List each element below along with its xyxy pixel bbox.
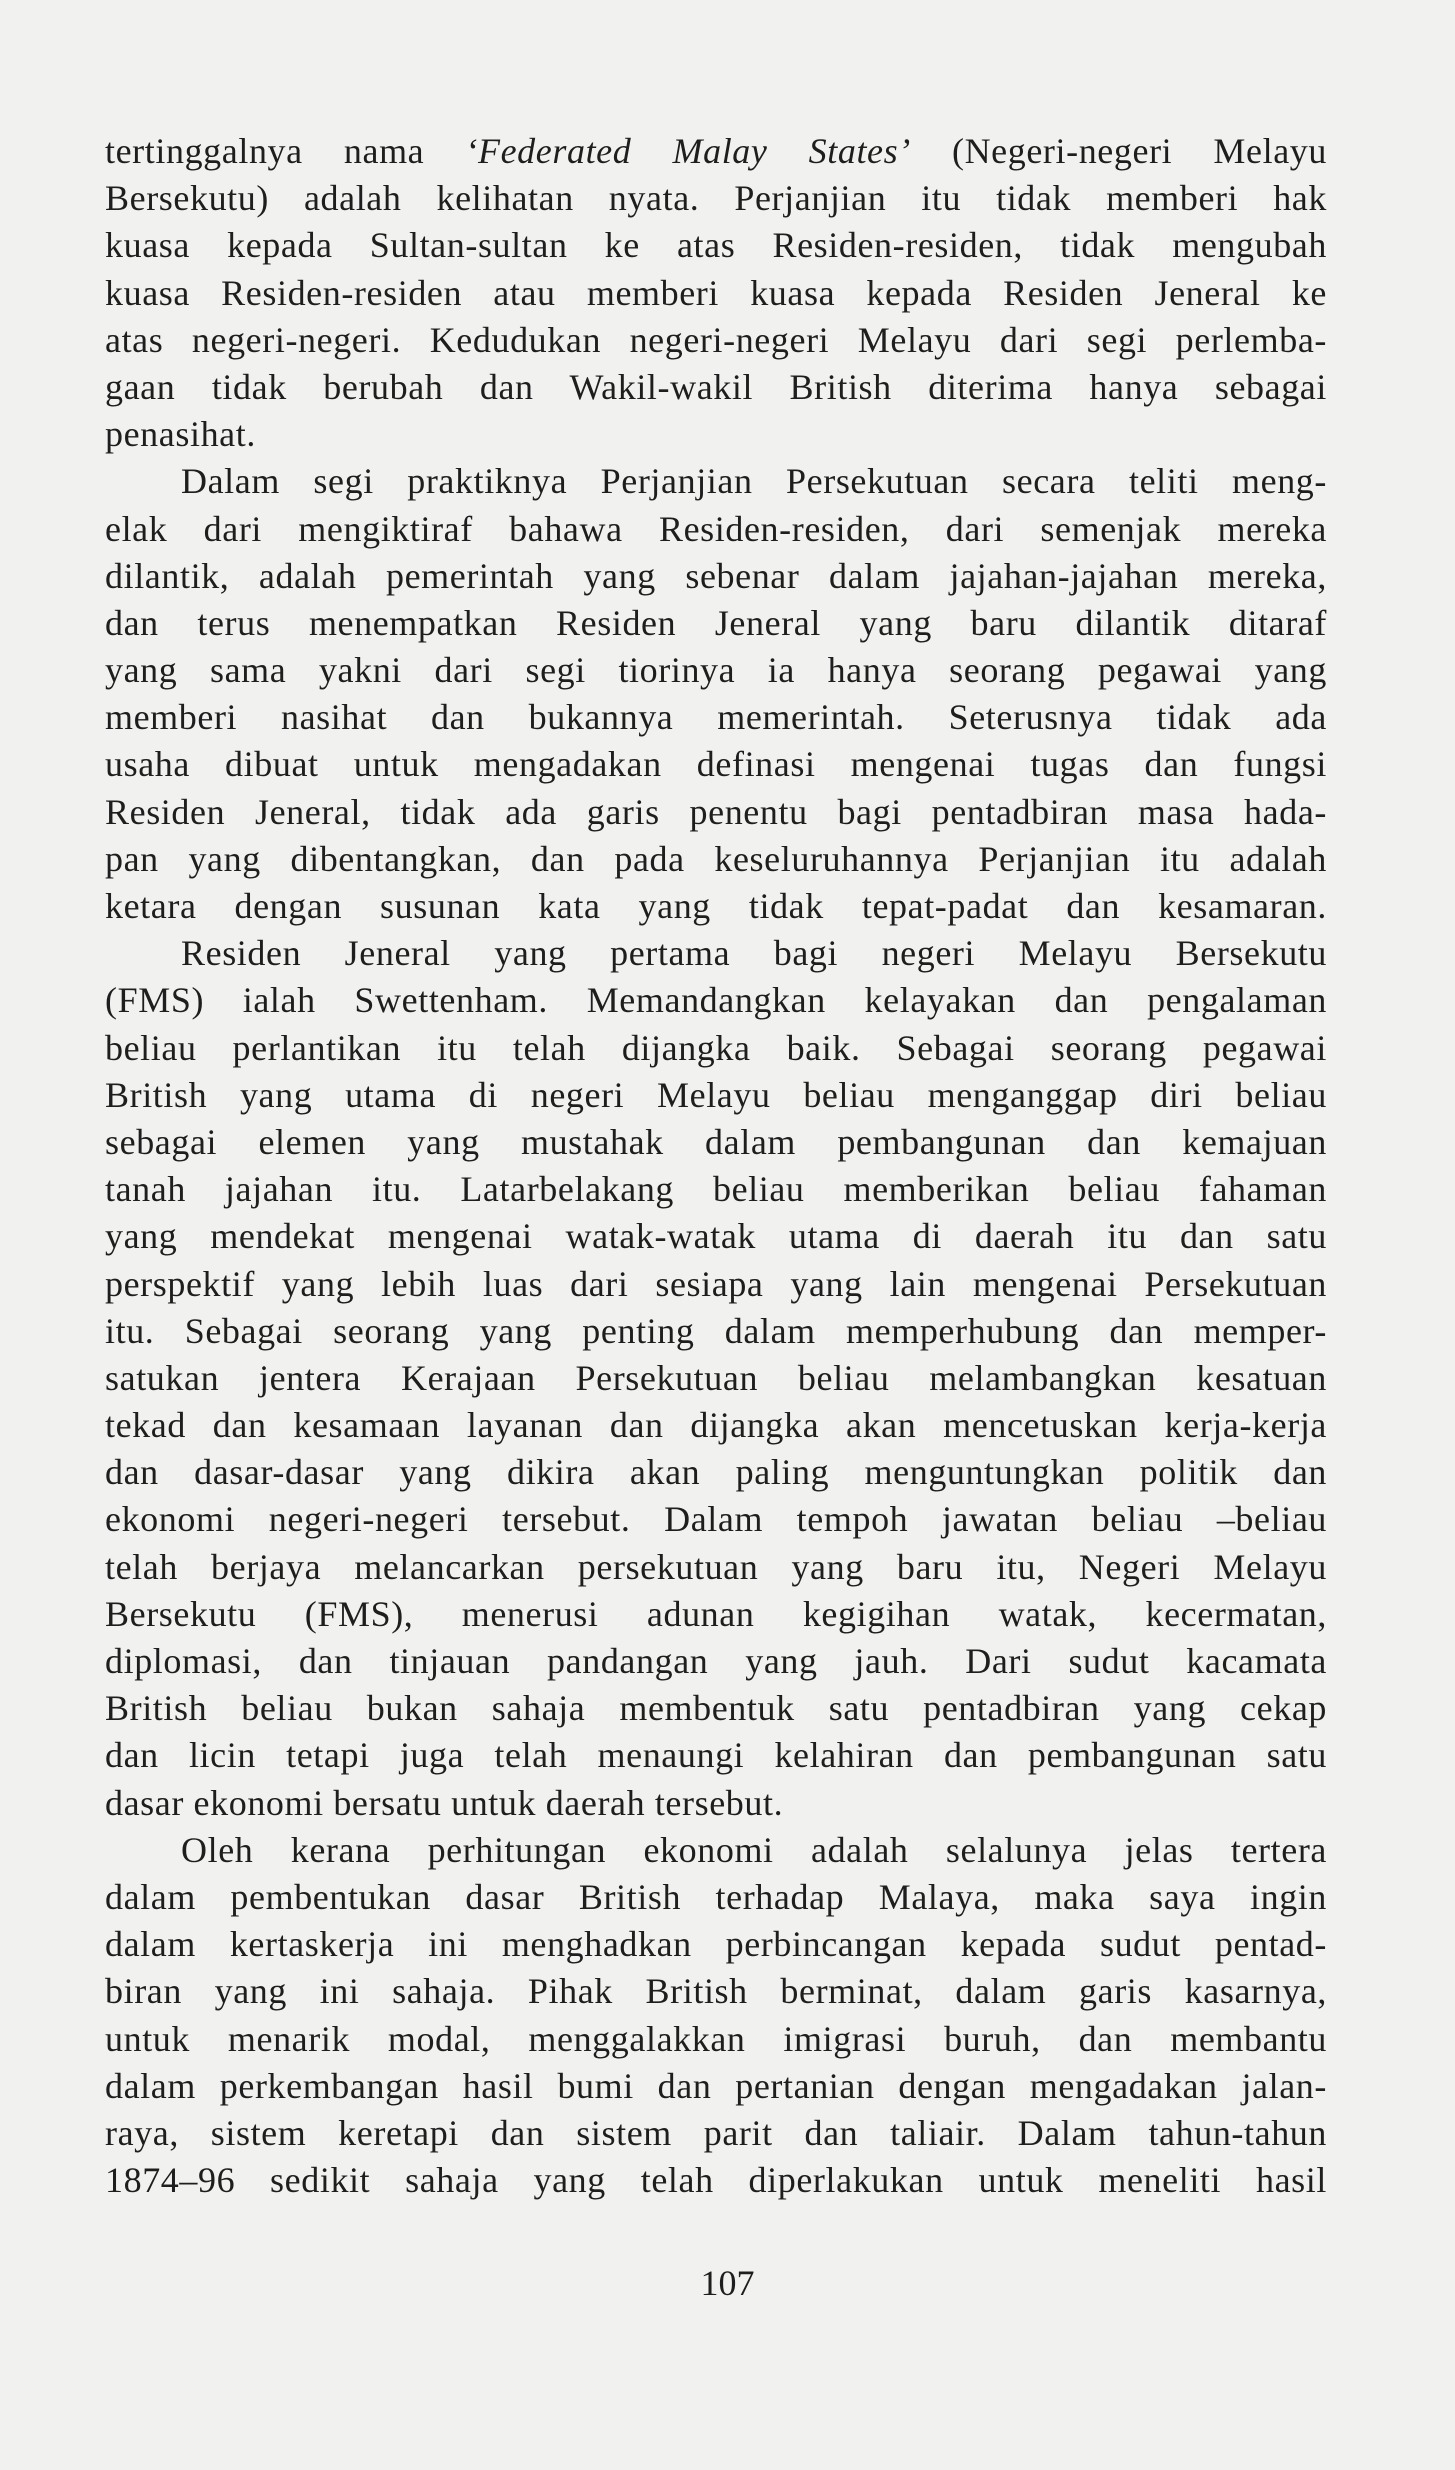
text-line: dan licin tetapi juga telah menaungi kelahiran dan pembangunan satu	[105, 1735, 1327, 1776]
text-line: telah berjaya melancarkan persekutuan yang baru itu, Negeri Melayu	[105, 1546, 1327, 1587]
text-segment: (Negeri-negeri Melayu	[910, 131, 1327, 171]
text-line: dalam pembentukan dasar British terhadap Malaya, maka saya ingin	[105, 1876, 1327, 1917]
text-line: untuk menarik modal, menggalakkan imigrasi buruh, dan membantu	[105, 2018, 1327, 2059]
text-line: Dalam segi praktiknya Perjanjian Persekutuan secara teliti meng-	[181, 461, 1327, 502]
italic-term: ‘Federated Malay States’	[465, 131, 911, 171]
text-segment: tertinggalnya nama	[105, 131, 466, 171]
page-number: 107	[700, 2263, 755, 2303]
text-line: 1874–96 sedikit sahaja yang telah diperlakukan untuk meneliti hasil	[105, 2160, 1327, 2201]
text-line: (FMS) ialah Swettenham. Memandangkan kelayakan dan pengalaman	[105, 980, 1327, 1021]
text-line: yang mendekat mengenai watak-watak utama di daerah itu dan satu	[105, 1216, 1327, 1257]
text-line: ekonomi negeri-negeri tersebut. Dalam tempoh jawatan beliau –beliau	[105, 1499, 1327, 1540]
text-line: dilantik, adalah pemerintah yang sebenar dalam jajahan-jajahan mereka,	[105, 555, 1327, 596]
text-line: gaan tidak berubah dan Wakil-wakil British diterima hanya sebagai	[105, 366, 1327, 407]
text-line: kuasa Residen-residen atau memberi kuasa kepada Residen Jeneral ke	[105, 272, 1327, 313]
text-line: Bersekutu) adalah kelihatan nyata. Perjanjian itu tidak memberi hak	[105, 178, 1327, 219]
text-line: kuasa kepada Sultan-sultan ke atas Residen-residen, tidak mengubah	[105, 225, 1327, 266]
text-line: dasar ekonomi bersatu untuk daerah tersebut.	[105, 1782, 784, 1823]
text-line: perspektif yang lebih luas dari sesiapa yang lain mengenai Persekutuan	[105, 1263, 1327, 1304]
text-line	[105, 128, 1327, 175]
text-line: ketara dengan susunan kata yang tidak tepat-padat dan kesamaran.	[105, 886, 1327, 926]
text-line: dalam perkembangan hasil bumi dan pertanian dengan mengadakan jalan-	[105, 2065, 1327, 2106]
text-line: beliau perlantikan itu telah dijangka baik. Sebagai seorang pegawai	[105, 1027, 1327, 1068]
text-line: tanah jajahan itu. Latarbelakang beliau memberikan beliau fahaman	[105, 1169, 1327, 1210]
text-line: Bersekutu (FMS), menerusi adunan kegigihan watak, kecermatan,	[105, 1593, 1327, 1634]
text-line: itu. Sebagai seorang yang penting dalam memperhubung dan memper-	[105, 1310, 1327, 1351]
text-line: raya, sistem keretapi dan sistem parit dan taliair. Dalam tahun-tahun	[105, 2112, 1327, 2153]
body-text	[105, 128, 1327, 2204]
text-line: biran yang ini sahaja. Pihak British berminat, dalam garis kasarnya,	[105, 1971, 1327, 2012]
text-line: atas negeri-negeri. Kedudukan negeri-negeri Melayu dari segi perlemba-	[105, 319, 1327, 360]
text-line: Residen Jeneral, tidak ada garis penentu bagi pentadbiran masa hada-	[105, 791, 1327, 832]
text-line: Oleh kerana perhitungan ekonomi adalah selalunya jelas tertera	[181, 1829, 1327, 1870]
text-line: diplomasi, dan tinjauan pandangan yang jauh. Dari sudut kacamata	[105, 1641, 1327, 1681]
text-line: usaha dibuat untuk mengadakan definasi mengenai tugas dan fungsi	[105, 744, 1327, 785]
text-line: satukan jentera Kerajaan Persekutuan beliau melambangkan kesatuan	[105, 1357, 1327, 1398]
text-line: penasihat.	[105, 414, 256, 455]
text-line: sebagai elemen yang mustahak dalam pembangunan dan kemajuan	[105, 1121, 1327, 1162]
text-line: tekad dan kesamaan layanan dan dijangka akan mencetuskan kerja-kerja	[105, 1405, 1327, 1446]
text-line: British yang utama di negeri Melayu beliau menganggap diri beliau	[105, 1074, 1327, 1115]
text-line: British beliau bukan sahaja membentuk satu pentadbiran yang cekap	[105, 1688, 1327, 1729]
text-line: dalam kertaskerja ini menghadkan perbincangan kepada sudut pentad-	[105, 1924, 1327, 1965]
text-line: elak dari mengiktiraf bahawa Residen-residen, dari semenjak mereka	[105, 508, 1327, 549]
text-line: dan terus menempatkan Residen Jeneral yang baru dilantik ditaraf	[105, 602, 1327, 643]
text-line: Residen Jeneral yang pertama bagi negeri Melayu Bersekutu	[181, 933, 1327, 974]
text-line: dan dasar-dasar yang dikira akan paling menguntungkan politik dan	[105, 1452, 1327, 1493]
text-line: yang sama yakni dari segi tiorinya ia hanya seorang pegawai yang	[105, 650, 1327, 691]
text-line: memberi nasihat dan bukannya memerintah. Seterusnya tidak ada	[105, 697, 1327, 738]
text-line: pan yang dibentangkan, dan pada keseluruhannya Perjanjian itu adalah	[105, 838, 1327, 879]
